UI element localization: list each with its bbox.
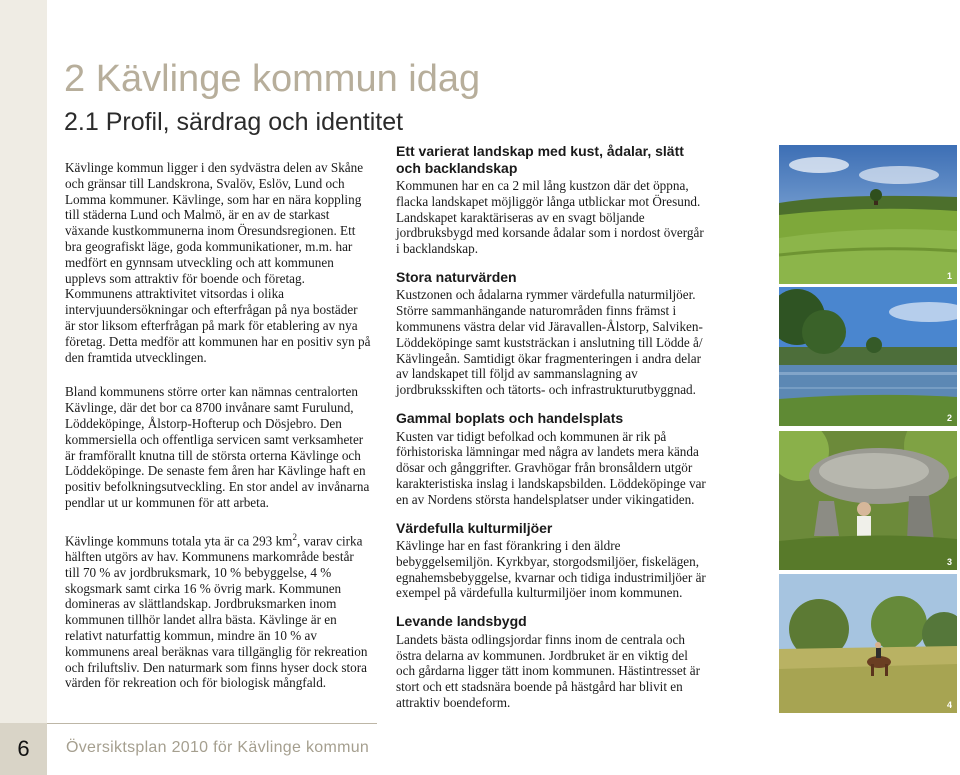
dolmen-photo (779, 431, 957, 570)
countryside-section (396, 613, 708, 710)
photo-number: 1 (946, 271, 952, 281)
photo-number: 4 (946, 700, 952, 710)
section-body: Kusten var tidigt befolkad och kommunen är rik på förhistoriska lämningar med några av landets mera kända dösar och gånggrifter. Gravhögar från bronsåldern utgör karakteristiska inslag i landskapsbilden. Löddeköpinge var en av Nordens största handelsplatser under vikingatiden. (396, 428, 706, 507)
rider-photo (779, 574, 957, 713)
page-number: 6 (0, 723, 47, 775)
landscape-section (396, 143, 708, 257)
footer-title: Översiktsplan 2010 för Kävlinge kommun (66, 739, 370, 756)
section-heading: Ett varierat landskap med kust, ådalar, slätt och backlandskap (396, 143, 684, 176)
section-heading: Stora naturvärden (396, 268, 517, 285)
footer-divider (47, 723, 377, 724)
area-paragraph: Kävlinge kommuns totala yta är ca 293 $km^2$, varav cirka hälften utgörs av hav. Kommunens markområde består till 70 % av jordbruksmark, 10 % bebyggelse, 4 % skogsmark samt cirka 16 % övrig mark. Kommunen domineras av slättlandskap. Jordbruksmarken inom kommunen tillhör landet allra bästa. Kävlinge är en relativt naturfattig kommun, mindre än 10 % av kommunens areal beräknas vara tillgänglig för rekreation och friluftsliv. Den naturmark som finns hyser dock stora värden för rekreation och för biologisk mångfald. (65, 531, 368, 691)
intro-paragraph: Kävlinge kommun ligger i den sydvästra delen av Skåne och gränsar till Landskrona, Svalöv, Eslöv, Lund och Lomma kommuner. Kävlinge, som har en nära koppling till städerna Lund och Malmö, är en av de starkast växande kustkommunerna inom Öresundsregionen. Ett bra geografiskt läge, goda kommunikationer, m.m. har medfört en gynnsam utveckling och att kommunen upplevs som attraktiv för boende och företag. Kommunens attraktivitet vitsordas i olika intervjuundersökningar och efterfrågan på nya bostäder är stor liksom efterfrågan på mark för etablering av nya företag. Detta medför att kommunen har en positiv syn på den framtida utvecklingen. (65, 160, 371, 365)
section-body: Kommunen har en ca 2 mil lång kustzon där det öppna, flacka landskapet möjliggör långa utblickar mot Öresund. Landskapet karaktäriseras av en svagt böljande jordbruksbygd med korsande ådalar som i nordost övergår i backlandskap. (396, 178, 704, 257)
cultural-environments-section (396, 520, 708, 602)
section-body: Landets bästa odlingsjordar finns inom de centrala och östra delarna av kommunen. Jordbruket är en viktig del och gårdarna ligger tätt inom kommunen. Hästintresset är stort och ett stadsnära boende på hästgård har blivit en attraktiv boendeform. (396, 631, 700, 710)
section-title: 2.1 Profil, särdrag och identitet (64, 108, 404, 136)
settlement-history-section (396, 410, 708, 507)
nature-values-section (396, 269, 708, 398)
chapter-title: 2 Kävlinge kommun idag (64, 58, 481, 100)
landscape-photo (779, 145, 957, 284)
river-photo (779, 287, 957, 426)
towns-paragraph: Bland kommunens större orter kan nämnas centralorten Kävlinge, där det bor ca 8700 invånare samt Furulund, Löddeköpinge, Ålstorp-Hofterup och Dösjebro. Den kommersiella och offentliga servicen samt verksamheter är framförallt knutna till de största orterna Kävlinge och Löddeköpinge. De senaste fem åren har Kävlinge haft en positiv befolkningsutveckling. En stor andel av invånarna pendlar ut ur kommunen för att arbeta. (65, 384, 370, 510)
section-heading: Värdefulla kulturmiljöer (396, 519, 553, 536)
section-body: Kävlinge har en fast förankring i den äldre bebyggelsemiljön. Kyrkbyar, storgodsmiljöer, fiskelägen, egnahemsbebyggelse, kvarnar och tidiga industrimiljöer är exempel på värdefulla kulturmiljöer inom kommunen. (396, 538, 706, 601)
page-margin-strip (0, 0, 47, 775)
section-heading: Levande landsbygd (396, 613, 527, 630)
section-heading: Gammal boplats och handelsplats (396, 410, 624, 427)
section-body: Kustzonen och ådalarna rymmer värdefulla naturmiljöer. Större sammanhängande naturområden finns främst i kommunens västra delar vid Järavallen-Ålstorp, Salviken-Löddeköpinge samt kuststräckan i anslutning till Lödde å/ Kävlingeån. Samtidigt ökar fragmenteringen i andra delar av landskapet till följd av sammanslagning av jordbruksskiften och tätorts- och infrastrukturutbyggnad. (396, 287, 703, 398)
photo-number: 3 (946, 557, 952, 567)
left-text-column (65, 160, 371, 710)
thematic-column (396, 143, 708, 723)
photo-number: 2 (946, 413, 952, 423)
